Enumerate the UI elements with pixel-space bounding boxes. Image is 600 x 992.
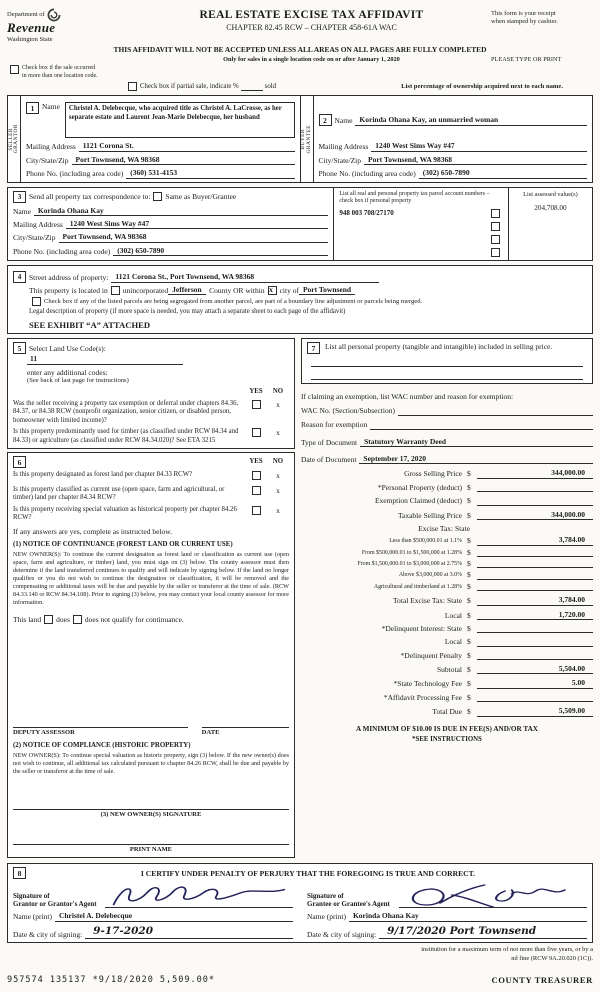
parties-section — [7, 95, 593, 182]
buyer-csz-field[interactable]: Port Townsend, WA 98368 — [364, 155, 587, 165]
grantor-name-print-field[interactable]: Christel A. Delebecque — [55, 911, 293, 921]
same-as-buyer-checkbox[interactable] — [153, 192, 162, 201]
correspondence-phone-field[interactable]: (302) 650-7890 — [113, 246, 328, 256]
section-1-number: 1 — [26, 102, 39, 114]
perjury-text: institution for a maximum term of not more than five years, or by a nd fine (RCW 9A.20.020 (1C)). — [421, 945, 593, 962]
ownership-note: List percentage of ownership acquired next to each name. — [401, 83, 563, 91]
does-qualify-checkbox[interactable] — [44, 615, 53, 624]
county-field[interactable]: Jefferson — [168, 285, 206, 295]
parcel-numbers-column — [333, 188, 508, 260]
personal-property-line-2[interactable] — [311, 367, 583, 380]
receipt-note: This form is your receipt when stamped by cashier. — [491, 10, 558, 26]
personal-property-checkbox-1[interactable] — [491, 209, 500, 218]
gross-selling-price-field[interactable]: 344,000.00 — [477, 468, 593, 478]
total-excise-state-field[interactable]: 3,784.00 — [477, 595, 593, 605]
section-7-number: 7 — [307, 342, 320, 354]
grantor-signature-scribble — [105, 881, 293, 911]
correspondence-csz-field[interactable]: Port Townsend, WA 98368 — [59, 232, 329, 242]
buyer-phone-field[interactable]: (302) 650-7890 — [419, 168, 587, 178]
notice-continuance-body: NEW OWNER(S): To continue the current designation as forest land or classification as current use (open space, farm and agriculture, or timber) land, you must sign on (3) below. The county assessor must then determine if the land transferred continues to qualify and will indicate by signing below. If the land no longer qualifies or you do not wish to continue the designation or classification, it will be removed and the compensating or additional taxes will be due and payable by the seller or transferor at the time of sale. (RCW 84.33.140 or RCW 84.34.108). Prior to signing (3) below, you may contact your local county assessor for more information. — [13, 550, 289, 607]
minimum-fee-note: A MINIMUM OF $10.00 IS DUE IN FEE(S) AND/OR TAX — [356, 724, 538, 733]
street-address-field[interactable]: 1121 Corona St., Port Townsend, WA 98368 — [111, 272, 379, 282]
tier-3-field[interactable] — [477, 559, 593, 568]
section-3-number: 3 — [13, 191, 26, 203]
exemption-reason-field[interactable] — [370, 420, 593, 430]
section-4-number: 4 — [13, 271, 26, 283]
section-6-classification: 6 YES NO Is this property designated as forest land per chapter 84.33 RCW? x Is this property classified as current use (open space, farm and agricultural, or timber) land per chapter 84.34 RCW? x Is this property receiving special valuation as historical property per chapter 84.26 RCW? x If any answers are yes, complete as instructed below. (1) NOTICE OF CONTINUANCE (FOREST LAND OR CURRENT USE) NEW OWNER(S): To continue the current designation as forest land or classification as current use (open space, farm and agriculture, or timber) land, you must sign on (3) below. The county assessor must then determine if the land transferred continues to qualify and will indicate by signing below. If the land no longer qualifies or you do not wish to continue the designation or classification, it will be removed and the compensating or additional taxes will be due and payable by the seller or transferor at the time of sale. (RCW 84.33.140 or RCW 84.34.108). Prior to signing (3) below, you may contact your local county assessor for more information. This land does does not qualify for continuance. DEPUTY ASSESSOR DATE (2) NOTICE OF COMPLIANCE (HISTORIC PROPERTY) NEW OWNER(S): To continue special valuation as historic property, sign (3) below. If the new owner(s) does not wish to continue, all additional tax calculated pursuant to chapter 84.26 RCW, shall be due and payable by the seller or transferor at the time of sale. (3) NEW OWNER(S) SIGNATURE PRINT NAME — [7, 452, 295, 858]
correspondence-mailing-field[interactable]: 1240 West Sims Way #47 — [66, 219, 329, 229]
grantee-signature-field[interactable] — [399, 883, 587, 908]
s6-q2-yes-checkbox[interactable] — [252, 486, 261, 495]
s5-q1-yes-checkbox[interactable] — [252, 400, 261, 409]
s5-q1-no-mark[interactable]: x — [276, 399, 280, 409]
print-name-line[interactable] — [13, 835, 289, 845]
s6-q1-yes-checkbox[interactable] — [252, 471, 261, 480]
section-8-certification — [7, 863, 593, 943]
section-8-number: 8 — [13, 867, 26, 879]
multi-location-row: Check box if the sale occurred in more than one location code. — [7, 65, 177, 80]
exemption-block: If claiming an exemption, list WAC number and reason for exemption: WAC No. (Section/Subsection) Reason for exemption — [301, 392, 593, 429]
tier-4-field[interactable] — [477, 571, 593, 580]
seller-mailing-field[interactable]: 1121 Corona St. — [79, 141, 295, 151]
parcel-number-field[interactable]: 948 003 708/27170 — [339, 209, 394, 218]
grantee-name-print-field[interactable]: Korinda Ohana Kay — [349, 911, 587, 921]
grantee-signature-scribble — [399, 881, 587, 911]
assessed-value-field[interactable]: 204,708.00 — [534, 204, 567, 213]
legal-description-label: Legal description of property (if more space is needed, you may attach a separate sheet to each page of the affidavit) — [29, 308, 346, 316]
assessed-values-column — [508, 188, 592, 260]
total-due-field[interactable]: 5,509.00 — [477, 706, 593, 716]
personal-property-checkbox-3[interactable] — [491, 235, 500, 244]
tier-5-field[interactable] — [477, 582, 593, 591]
state-technology-fee-field[interactable]: 5.00 — [477, 678, 593, 688]
exemption-claimed-field[interactable] — [477, 497, 593, 506]
assessor-date-line[interactable] — [202, 718, 289, 728]
segregated-checkbox[interactable] — [32, 297, 41, 306]
partial-sale-row: Check box if partial sale, indicate % sold List percentage of ownership acquired next to each name. — [7, 82, 593, 91]
seller-section: SELLER GRANTOR 1 Name Christel A. Delebecque, who acquired title as Christel A. LaCrosse, as her separate estate and Laurent Jean-Marie Delebecque, her husband Mailing Address 1121 Corona St. City/State/Zip Port Townsend, WA 98368 Phone No. (including area code) (360) 531-4153 — [7, 95, 301, 182]
seller-csz-field[interactable]: Port Townsend, WA 98368 — [72, 155, 295, 165]
see-instructions-note: *SEE INSTRUCTIONS — [412, 735, 482, 743]
city-field[interactable]: Port Townsend — [299, 285, 355, 295]
washington-state-label: Washington State — [7, 36, 53, 44]
notice-compliance-title: (2) NOTICE OF COMPLIANCE (HISTORIC PROPERTY) — [13, 742, 191, 750]
section-5-number: 5 — [13, 342, 26, 354]
s5-q2-yes-checkbox[interactable] — [252, 428, 261, 437]
section-4-property: 4 Street address of property: 1121 Corona St., Port Townsend, WA 98368 This property is located in unincorporated Jefferson County OR within x city of Port Townsend Check box if any of the listed parcels are being segregated from another parcel, are part of a boundary line adjustment or parcels being merged. Legal description of property (if more space is needed, you may attach a separate sheet to each page of the affidavit) SEE EXHIBIT “A” ATTACHED — [7, 265, 593, 335]
buyer-mailing-field[interactable]: 1240 West Sims Way #47 — [371, 141, 587, 151]
subtotal-field[interactable]: 5,504.00 — [477, 664, 593, 674]
wac-number-field[interactable] — [398, 406, 593, 416]
deputy-assessor-signature-line[interactable] — [13, 718, 188, 728]
section-5-land-use: 5 Select Land Use Code(s): 11 enter any additional codes: (See back of last page for instructions) YES NO Was the seller receiving a property tax exemption or deferral under chapters 84.36, 84.37, or 84.38 RCW (nonprofit organization, senior citizen, or disabled person, homeowner with limited income)? x Is this property predominantly used for timber (as classified under RCW 84.34 and 84.33) or agriculture (as classified under RCW 84.34.020)? See ETA 3215 x — [7, 338, 295, 449]
personal-property-deduct-field[interactable] — [477, 483, 593, 492]
document-date-field[interactable]: September 17, 2020 — [359, 454, 593, 464]
county-treasurer-label: COUNTY TREASURER — [491, 975, 593, 986]
department-of-label: Department of — [7, 10, 45, 18]
s6-q2-no-mark[interactable]: x — [276, 485, 280, 495]
cashier-stamp: 957574 135137 *9/18/2020 5,509.00* — [7, 975, 215, 986]
partial-sale-percent-field[interactable] — [241, 83, 263, 91]
personal-property-checkbox-2[interactable] — [491, 222, 500, 231]
multi-location-checkbox[interactable] — [10, 65, 19, 74]
seller-side-label: SELLER GRANTOR — [8, 96, 21, 181]
tier-2-field[interactable] — [477, 548, 593, 557]
buyer-section: BUYER GRANTEE 2 Name Korinda Ohana Kay, an unmarried woman Mailing Address 1240 West Sims Way #47 City/State/Zip Port Townsend, WA 98368 Phone No. (including area code) (302) 650-7890 — [300, 95, 594, 182]
delinquent-interest-local-field[interactable] — [477, 638, 593, 647]
form-header — [7, 8, 593, 44]
page-title: REAL ESTATE EXCISE TAX AFFIDAVIT — [199, 9, 424, 21]
buyer-side-label: BUYER GRANTEE — [301, 96, 314, 181]
city-checkbox[interactable]: x — [268, 286, 277, 295]
s6-q3-no-mark[interactable]: x — [276, 505, 280, 515]
delinquent-interest-state-field[interactable] — [477, 624, 593, 633]
correspondence-name-field[interactable]: Korinda Ohana Kay — [34, 206, 328, 216]
grantor-signature-field[interactable] — [105, 883, 293, 908]
please-type-note: PLEASE TYPE OR PRINT — [491, 55, 562, 63]
does-not-qualify-checkbox[interactable] — [73, 615, 82, 624]
dor-logo — [7, 8, 132, 44]
taxable-selling-price-field[interactable]: 344,000.00 — [477, 510, 593, 520]
certification-statement: I CERTIFY UNDER PENALTY OF PERJURY THAT THE FOREGOING IS TRUE AND CORRECT. — [140, 868, 476, 878]
buyer-name-field[interactable]: Korinda Ohana Kay, an unmarried woman — [355, 115, 587, 125]
total-excise-local-field[interactable]: 1,720.00 — [477, 610, 593, 620]
section-3-tax-correspondence: 3 Send all property tax correspondence to: Same as Buyer/Grantee Name Korinda Ohana Kay Mailing Address 1240 West Sims Way #47 City/State/Zip Port Townsend, WA 98368 Phone No. (including area code) (302) 650-7890 List all real and personal property tax parcel account numbers – check box if personal property 948 003 708/27170 List assessed value(s) 204,708.00 — [7, 187, 593, 261]
notice-continuance-title: (1) NOTICE OF CONTINUANCE (FOREST LAND OR CURRENT USE) — [13, 541, 233, 549]
delinquent-penalty-field[interactable] — [477, 651, 593, 660]
tier-1-field[interactable]: 3,784.00 — [477, 535, 593, 545]
grantor-date-field[interactable]: 9-17-2020 — [85, 925, 293, 939]
parcel-header: List all real and personal property tax parcel account numbers – check box if personal property — [339, 190, 490, 204]
affidavit-processing-fee-field[interactable] — [477, 693, 593, 702]
only-sales-note: Only for sales in a single location code on or after January 1, 2020 — [223, 55, 400, 63]
grantor-signature-block: Signature of Grantor or Grantor's Agent Name (print) Christel A. Delebecque Date & city of signing: 9-17-2020 — [13, 883, 293, 939]
seller-name-field[interactable]: Christel A. Delebecque, who acquired title as Christel A. LaCrosse, as her separate estate and Laurent Jean-Marie Delebecque, her husband — [65, 102, 295, 138]
personal-property-checkbox-4[interactable] — [491, 248, 500, 257]
notice-compliance-body: NEW OWNER(S): To continue special valuation as historic property, sign (3) below. If the new owner(s) does not wish to continue, all additional tax calculated pursuant to chapter 84.26 RCW, shall be due and payable by the seller or transferor at the time of sale. — [13, 751, 289, 775]
grantee-date-field[interactable]: 9/17/2020 Port Townsend — [379, 925, 587, 939]
warning-line: THIS AFFIDAVIT WILL NOT BE ACCEPTED UNLESS ALL AREAS ON ALL PAGES ARE FULLY COMPLETED — [113, 45, 487, 55]
partial-sale-checkbox[interactable] — [128, 82, 137, 91]
section-6-number: 6 — [13, 456, 26, 468]
document-type-field[interactable]: Statutory Warranty Deed — [360, 437, 593, 447]
seller-phone-field[interactable]: (360) 531-4153 — [126, 168, 294, 178]
new-owner-signature-line[interactable] — [13, 800, 289, 810]
land-use-code-field[interactable]: 11 — [27, 354, 183, 364]
section-7-personal-property: 7 List all personal property (tangible and intangible) included in selling price. — [301, 338, 593, 384]
s6-q3-yes-checkbox[interactable] — [252, 506, 261, 515]
personal-property-line-1[interactable] — [311, 354, 583, 367]
unincorporated-checkbox[interactable] — [111, 286, 120, 295]
reet-affidavit-form: Department of Revenue Washington State REAL ESTATE EXCISE TAX AFFIDAVIT CHAPTER 82.45 RCW – CHAPTER 458-61A WAC This form is your receipt when stamped by cashier. THIS AFFIDAVIT WILL NOT BE ACCEPTED UNLESS ALL AREAS ON ALL PAGES ARE FULLY COMPLETED Only for sales in a single location code on or after January 1, 2020 PLEASE TYPE OR PRINT Check box if the sale occurred in more than one location code. Check box if partial sale, indicate % sold List percentage of ownership acquired next to each name. SELLER GRANTOR 1 Name Christel A. Delebecque, who acquired title as Christel A. LaCrosse, as her separate estate and Laurent Jean-Marie Delebecque, her husband Mailing Address 1121 Corona St. City/State/Zip Port Townsend, WA 98368 Phone No. (including area code) (360) 531-4153 BUYER GRANTEE 2 Name Korinda Ohana Kay, an unmarried woman Mailing Address 1240 West Sims Way #47 City/State/Zip Port Townsend, WA 98368 Phone No. (including area code) (302) 650-7890 3 Send all property tax correspondence to: Same as Buyer/Grantee Name Korinda Ohana Kay Mailing Address 1240 West Sims Way #47 City/State/Zip Port Townsend, WA 98368 Phone No. (including area code) (302) 650-7890 List all real and personal property tax parcel account numbers – check box if personal property 948 003 708/27170 List assessed value(s) 204,708.00 4 Street address of property: 1121 Corona St., Port Townsend, WA 98368 This property is located in unincorporated Jefferson County OR within x city of Port Townsend Check box if any of the listed parcels are being segregated from another parcel, are part of a boundary line adjustment or parcels being merged. Legal description of property (if more space is needed, you may attach a separate sheet to each page of the affidavit) SEE EXHIBIT “A” ATTACHED 5 Select Land Use Code(s): 11 enter any additional codes: (See back of last page for instructions) YES NO Was the seller receiving a property tax exemption or deferral under chapters 84.36, 84.37, or 84.38 RCW (nonprofit organization, senior citizen, or disabled person, homeowner with limited income)? x Is this property predominantly used for timber (as classified under RCW 84.34 and 84.33) or agriculture (as classified under RCW 84.34.020)? See ETA 3215 x 6 YES NO Is this property designated as forest land per chapter 84.33 RCW? x Is this property classified as current use (open space, farm and agricultural, or timber) land per chapter 84.34 RCW? x Is this property receiving special valuation as historical property per chapter 84.26 RCW? x If any answers are yes, complete as instructed below. (1) NOTICE OF CONTINUANCE (FOREST LAND OR CURRENT USE) NEW OWNER(S): To continue the current designation as forest land or classification as current use (open space, farm and agriculture, or timber) land, you must sign on (3) below. The county assessor must then determine if the land transferred continues to qualify and will indicate by signing below. If the land no longer qualifies or you do not wish to continue the designation or classification, it will be removed and the compensating or additional taxes will be due and payable by the seller or transferor at the time of sale. (RCW 84.33.140 or RCW 84.34.108). Prior to signing (3) below, you may contact your local county assessor for more information. This land does does not qualify for continuance. DEPUTY ASSESSOR DATE (2) NOTICE OF COMPLIANCE (HISTORIC PROPERTY) NEW OWNER(S): To continue special valuation as historic property, sign (3) below. If the new owner(s) does not wish to continue, all additional tax calculated pursuant to chapter 84.26 RCW, shall be due and payable by the seller or transferor at the time of sale. (3) NEW OWNER(S) SIGNATURE PRINT NAME 7 List all personal property (tangible and intangible) included in selling price. If claiming an exemption, list WAC number and reason for exemption: WAC No. (Section/Subsection) Reason for exemption Type of Document Statutory Warranty Deed Date of Document September 17, 2020 Gross Selling Price $ 344,000.00 *Personal Property (deduct) $ Exemption Claimed (deduct) $ Taxable Selling Price $ 344,000.00 Excise Tax: State Less than $500,000.01 at 1.1% $ 3,784.00 From $500,000.01 to $1,500,000 at 1.28% $ From $1,500,000.01 to $3,000,000 at 2.75% $ Above $3,000,000 at 3.0% $ Agricultural and timberland at 1.28% $ Total Excise Tax: State $ 3,784.00 Local $ 1,720.00 *Delinquent Interest: State $ Local $ *Delinquent Penalty $ Subtotal $ 5,504.00 *State Technology Fee $ 5.00 *Affidavit Processing Fee $ Total Due $ 5,509.00 A MINIMUM OF $10.00 IS DUE IN FEE(S) AND/OR TAX *SEE INSTRUCTIONS 8 I CERTIFY UNDER PENALTY OF PERJURY THAT THE FOREGOING IS TRUE AND CORRECT. Signature of Grantor or Grantor's Agent Name (print) Christel A. Delebecque Date & city of signing: 9-17-2020 Signature of Grantee or Grantee's Agent Name (print) Korinda Ohana Kay Date & city of signing: 9/17/2020 Port Townsend institution for a maximum term of not more than five years, or by a nd fine (RCW 9A.20.020 (1C)). 957574 135137 *9/18/2020 5,509.00* COUNTY TREASURER — [7, 9, 593, 986]
assessed-header: List assessed value(s) — [523, 190, 578, 198]
s6-q1-no-mark[interactable]: x — [276, 471, 280, 481]
grantee-signature-block: Signature of Grantee or Grantee's Agent Name (print) Korinda Ohana Kay Date & city of signing: 9/17/2020 Port Townsend — [307, 883, 587, 939]
legal-description-field[interactable]: SEE EXHIBIT “A” ATTACHED — [29, 319, 151, 330]
chapter-line: CHAPTER 82.45 RCW – CHAPTER 458-61A WAC — [226, 23, 397, 33]
header-subrow — [7, 56, 593, 64]
s5-q2-no-mark[interactable]: x — [276, 428, 280, 438]
form-footer — [7, 943, 593, 986]
section-2-number: 2 — [319, 114, 332, 126]
revenue-label: Revenue — [7, 20, 56, 35]
